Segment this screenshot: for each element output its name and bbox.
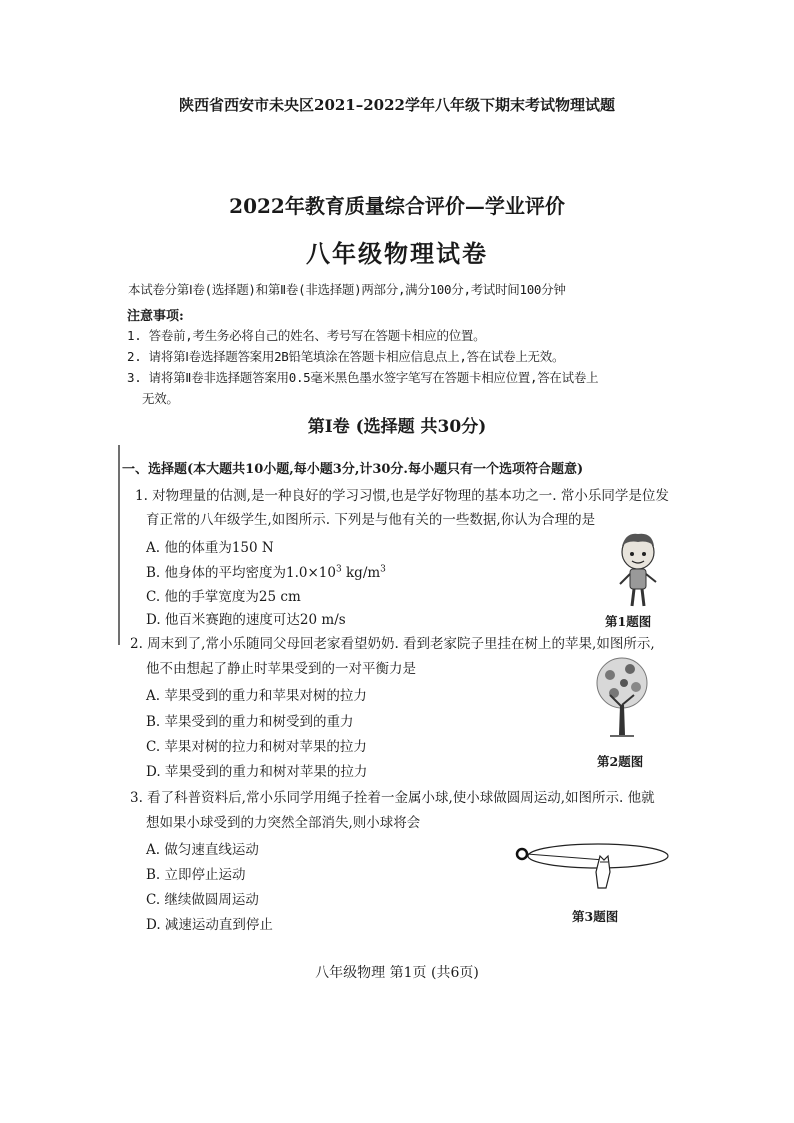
- option-c: C. 苹果对树的拉力和树对苹果的拉力: [146, 739, 367, 755]
- apple-tree-icon: [592, 655, 652, 740]
- exam-title: 2022年教育质量综合评价—学业评价: [229, 194, 565, 218]
- option-b: B. 立即停止运动: [146, 867, 246, 883]
- option-a: A. 他的体重为150 N: [146, 540, 274, 556]
- figure-caption: 第3题图: [572, 909, 619, 924]
- option-d: D. 他百米赛跑的速度可达20 m/s: [146, 612, 346, 628]
- notice-item: 无效。: [142, 391, 179, 406]
- document-title: 陕西省西安市未央区2021–2022学年八年级下期末考试物理试题: [179, 96, 615, 114]
- figure-caption: 第2题图: [597, 754, 644, 769]
- section-heading: 一、选择题(本大题共10小题,每小题3分,计30分.每小题只有一个选项符合题意): [122, 462, 584, 477]
- exam-intro: 本试卷分第Ⅰ卷(选择题)和第Ⅱ卷(非选择题)两部分,满分100分,考试时间100分钟: [128, 282, 566, 297]
- option-b: B. 苹果受到的重力和树受到的重力: [146, 714, 354, 730]
- option-b-unit-exponent: 3: [380, 564, 386, 575]
- page-footer: 八年级物理 第1页 (共6页): [315, 965, 479, 981]
- boy-figure-icon: [608, 530, 668, 610]
- question-stem: 1. 对物理量的估测,是一种良好的学习习惯,也是学好物理的基本功之一. 常小乐同学是位发: [135, 488, 669, 504]
- question-stem: 2. 周末到了,常小乐随同父母回老家看望奶奶. 看到老家院子里挂在树上的苹果,如图所示,: [130, 636, 655, 652]
- option-b-exponent: 3: [335, 564, 342, 575]
- option-b-text: B. 他身体的平均密度为1.0×10: [146, 565, 336, 581]
- notice-item: 3. 请将第Ⅱ卷非选择题答案用0.5毫米黑色墨水签字笔写在答题卡相应位置,答在试卷上: [127, 370, 599, 385]
- figure-caption: 第1题图: [605, 614, 652, 629]
- option-b-unit: kg/m: [341, 565, 381, 581]
- notice-item: 1. 答卷前,考生务必将自己的姓名、考号写在答题卡相应的位置。: [127, 328, 486, 343]
- option-a: A. 做匀速直线运动: [146, 842, 259, 858]
- option-d: D. 减速运动直到停止: [146, 917, 273, 933]
- question-stem: 3. 看了科普资料后,常小乐同学用绳子拴着一金属小球,使小球做圆周运动,如图所示. 他就: [130, 790, 655, 806]
- option-c: C. 他的手掌宽度为25 cm: [146, 589, 301, 605]
- question-stem: 他不由想起了静止时苹果受到的一对平衡力是: [146, 661, 416, 677]
- notice-heading: 注意事项:: [127, 309, 184, 324]
- option-c: C. 继续做圆周运动: [146, 892, 259, 908]
- margin-line: [118, 445, 120, 645]
- exam-subject-title: 八年级物理试卷: [306, 239, 488, 268]
- option-a: A. 苹果受到的重力和苹果对树的拉力: [146, 688, 367, 704]
- part-title: 第Ⅰ卷 (选择题 共30分): [307, 417, 487, 437]
- circular-motion-icon: [512, 838, 672, 898]
- question-stem: 育正常的八年级学生,如图所示. 下列是与他有关的一些数据,你认为合理的是: [146, 512, 596, 528]
- option-b: [146, 561, 386, 581]
- notice-item: 2. 请将第Ⅰ卷选择题答案用2B铅笔填涂在答题卡相应信息点上,答在试卷上无效。: [127, 349, 565, 364]
- option-d: D. 苹果受到的重力和树对苹果的拉力: [146, 764, 368, 780]
- question-stem: 想如果小球受到的力突然全部消失,则小球将会: [146, 815, 421, 831]
